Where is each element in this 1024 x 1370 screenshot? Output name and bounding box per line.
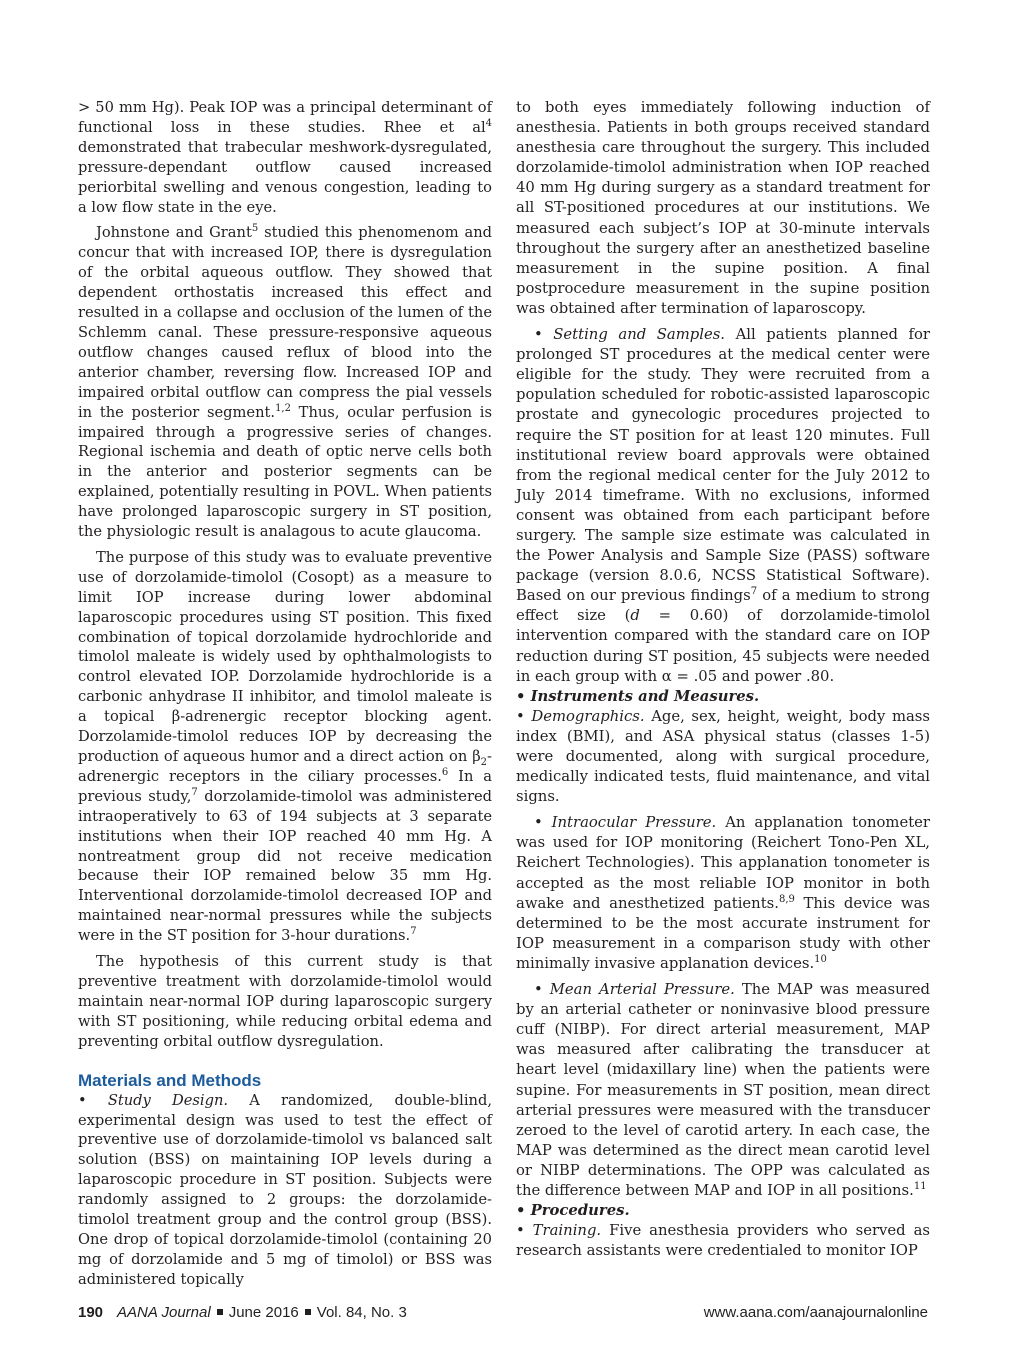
separator-square-icon: [305, 1309, 311, 1315]
paragraph: • Training. Five anesthesia providers who served as research assistants were credentialed to monitor IOP: [516, 1222, 930, 1260]
journal-name: AANA Journal: [117, 1304, 211, 1321]
paragraph: • Setting and Samples. All patients planned for prolonged ST procedures at the medical center were eligible for the study. They were recruited from a population scheduled for robotic-assisted laparoscopic prostate and gynecologic procedures projected to require the ST position for at least 120 minutes. Full institutional review board approvals were obtained from the regional medical center for the July 2012 to July 2014 timeframe. With no exclusions, informed consent was obtained from each participant before surgery. The sample size estimate was calculated in the Power Analysis and Sample Size (PASS) software package (version 8.0.6, NCSS Statistical Software). Based on our previous findings$^7$ of a medium to strong effect size (d = 0.60) of dorzolamide-timolol intervention compared with the standard care on IOP reduction during ST position, 45 subjects were needed in each group with α = .05 and power .80.: [516, 326, 930, 685]
issue-date: June 2016: [228, 1304, 299, 1321]
volume-info: Vol. 84, No. 3: [316, 1304, 407, 1321]
paragraph: The purpose of this study was to evaluate preventive use of dorzolamide-timolol (Cosopt) as a measure to limit IOP increase during lower abdominal laparoscopic procedures using ST position. This fixed combination of topical dorzolamide hydrochloride and timolol maleate is widely used by ophthalmologists to control elevated IOP. Dorzolamide hydrochloride is a carbonic anhydrase II inhibitor, and timolol maleate is a topical β-adrenergic receptor blocking agent. Dorzolamide-timolol reduces IOP by decreasing the production of aqueous humor and a direct action on $\beta_2$-adrenergic receptors in the ciliary processes.$^6$ In a previous study,$^7$ dorzolamide-timolol was administered intraoperatively to 63 of 194 subjects at 3 separate institutions when their IOP reached 40 mm Hg. A nontreatment group did not receive medication because their IOP remained below 35 mm Hg. Interventional dorzolamide-timolol decreased IOP and maintained near-normal pressures while the subjects were in the ST position for 3-hour durations.$^7$: [78, 548, 492, 945]
paragraph: The hypothesis of this current study is that preventive treatment with dorzolamide-timolol would maintain near-normal IOP during laparoscopic surgery with ST positioning, while reducing orbital edema and preventing orbital outflow dysregulation.: [78, 953, 492, 1050]
subsection-label: • Instruments and Measures.: [516, 687, 760, 705]
separator-square-icon: [217, 1309, 223, 1315]
paragraph: to both eyes immediately following induction of anesthesia. Patients in both groups received standard anesthesia care throughout the surgery. This included dorzolamide-timolol administration when IOP reached 40 mm Hg during surgery as a standard treatment for all ST-positioned procedures at our institutions. We measured each subject’s IOP at 30-minute intervals throughout the surgery after an anesthetized baseline measurement in the supine position. A final postprocedure measurement in the supine position was obtained after termination of laparoscopy.: [516, 99, 930, 317]
paragraph: • Demographics. Age, sex, height, weight, body mass index (BMI), and ASA physical status (classes 1-5) were documented, along with surgical procedure, medically indicated tests, fluid maintenance, and vital signs.: [516, 707, 930, 806]
right-column: [516, 98, 930, 1261]
page-number: 190: [78, 1304, 104, 1321]
left-column: [78, 98, 492, 1290]
section-heading: Materials and Methods: [78, 1070, 262, 1090]
page-footer: [78, 1304, 928, 1326]
paragraph: • Study Design. A randomized, double-blind, experimental design was used to test the effect of preventive use of dorzolamide-timolol vs balanced salt solution (BSS) on maintaining IOP levels during a laparoscopic procedure in ST position. Subjects were randomly assigned to 2 groups: the dorzolamide-timolol treatment group and the control group (BSS). One drop of topical dorzolamide-timolol (containing 20 mg of dorzolamide and 5 mg of timolol) or BSS was administered topically: [78, 1091, 492, 1288]
journal-url-link[interactable]: www.aana.com/aanajournalonline: [703, 1304, 928, 1321]
paragraph: • Intraocular Pressure. An applanation tonometer was used for IOP monitoring (Reichert Tono-Pen XL, Reichert Technologies). This applanation tonometer is accepted as the most reliable IOP monitor in both awake and anesthetized patients.$^{8,9}$ This device was determined to be the most accurate instrument for IOP measurement in a comparison study with other minimally invasive applanation devices.$^{10}$: [516, 814, 931, 972]
paragraph: • Mean Arterial Pressure. The MAP was measured by an arterial catheter or noninvasive blood pressure cuff (NIBP). For direct arterial measurement, MAP was measured after calibrating the transducer at heart level (midaxillary line) when the patients were supine. For measurements in ST position, mean direct arterial pressures were measured with the transducer zeroed to the level of carotid artery. In each case, the MAP was determined as the direct mean carotid level or NIBP determinations. The OPP was calculated as the difference between MAP and IOP in all positions.$^{11}$: [516, 981, 930, 1199]
paragraph: > 50 mm Hg). Peak IOP was a principal determinant of functional loss in these studies. Rhee et $al^4$ demonstrated that trabecular meshwork-dysregulated, pressure-dependant outflow caused increased periorbital swelling and venous congestion, leading to a low flow state in the eye.: [78, 99, 492, 216]
paragraph: Johnstone and Grant$^5$ studied this phenomenom and concur that with increased IOP, there is dysregulation of the orbital aqueous outflow. They showed that dependent orthostatis increased this effect and resulted in a collapse and occlusion of the lumen of the Schlemm canal. These pressure-responsive aqueous outflow changes caused reflux of blood into the anterior chamber, reversing flow. Increased IOP and impaired orbital outflow can compress the pial vessels in the posterior segment.$^{1,2}$ Thus, ocular perfusion is impaired through a progressive series of changes. Regional ischemia and death of optic nerve cells both in the anterior and posterior segments can be explained, potentially resulting in POVL. When patients have prolonged laparoscopic surgery in ST position, the physiologic result is analagous to acute glaucoma.: [78, 223, 493, 541]
subsection-label: • Procedures.: [516, 1202, 630, 1220]
